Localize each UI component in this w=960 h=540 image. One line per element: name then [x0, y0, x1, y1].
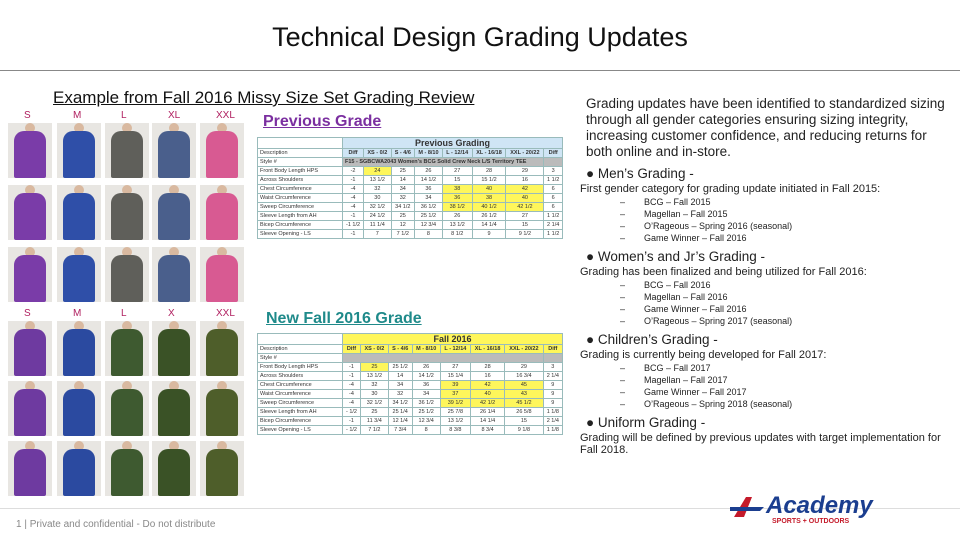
table-cell: Chest Circumference — [258, 185, 343, 194]
column-header: Diff — [544, 149, 563, 158]
shirt-photo — [200, 247, 244, 302]
table-cell: 13 1/2 — [360, 372, 388, 381]
column-header: S - 4/6 — [388, 345, 412, 354]
table-cell: 30 — [360, 390, 388, 399]
column-header: Diff — [543, 345, 562, 354]
table-cell: 34 — [415, 194, 443, 203]
shirt-photo — [57, 185, 101, 240]
table-cell: 9 — [543, 390, 562, 399]
table-cell: 9 — [543, 399, 562, 408]
column-header: S - 4/6 — [391, 149, 414, 158]
table-cell: 1 1/2 — [544, 176, 563, 185]
column-header: Description — [258, 345, 343, 354]
table-cell: 26 — [442, 212, 472, 221]
table-cell: -4 — [343, 194, 364, 203]
table-cell: 14 1/2 — [412, 372, 440, 381]
table-cell: Sleeve Length from AH — [258, 212, 343, 221]
list-item: – O’Rageous – Spring 2016 (seasonal) — [620, 221, 793, 231]
column-header: XS - 0/2 — [364, 149, 391, 158]
table-cell: Front Body Length HPS — [258, 167, 343, 176]
table-cell: -2 — [343, 167, 364, 176]
list-item: – Magellan – Fall 2015 — [620, 209, 728, 219]
list-item: – Game Winner – Fall 2016 — [620, 304, 747, 314]
list-item: – O’Rageous – Spring 2017 (seasonal) — [620, 316, 793, 326]
table-cell: 11 3/4 — [360, 417, 388, 426]
table-cell: 25 — [360, 408, 388, 417]
shirt-photo — [200, 123, 244, 178]
table-cell: 34 — [391, 185, 414, 194]
shirt-photo — [200, 185, 244, 240]
table-cell: 26 1/2 — [472, 212, 506, 221]
table-cell: 24 1/2 — [364, 212, 391, 221]
table-cell: Chest Circumference — [258, 381, 343, 390]
shirt-photo — [8, 123, 52, 178]
table-cell: 42 — [470, 381, 504, 390]
table-cell: 12 1/4 — [388, 417, 412, 426]
table-cell: 3 — [544, 167, 563, 176]
table-cell: 34 1/2 — [388, 399, 412, 408]
previous-grade-title: Previous Grade — [263, 113, 382, 130]
table-cell: 36 1/2 — [415, 203, 443, 212]
grading-section — [580, 249, 950, 326]
table-cell: -4 — [343, 399, 361, 408]
table-cell: 36 1/2 — [412, 399, 440, 408]
table-cell: 14 1/4 — [470, 417, 504, 426]
table-cell: 39 1/2 — [440, 399, 470, 408]
table-cell: Bicep Circumference — [258, 221, 343, 230]
table-cell: 1 1/8 — [543, 408, 562, 417]
style-label: Style # — [258, 158, 343, 167]
table-cell: 27 — [440, 363, 470, 372]
table-cell: 15 — [506, 221, 544, 230]
table-cell: 38 — [442, 185, 472, 194]
shirt-photo — [200, 441, 244, 496]
shirt-photo — [105, 247, 149, 302]
table-cell: 32 — [364, 185, 391, 194]
table-cell: 6 — [544, 185, 563, 194]
table-cell: 14 1/2 — [415, 176, 443, 185]
table-cell: 25 — [360, 363, 388, 372]
table-row — [258, 390, 563, 399]
table-cell: 24 — [364, 167, 391, 176]
table-cell: 27 — [442, 167, 472, 176]
size-label: S — [24, 308, 31, 319]
shirt-photo — [152, 247, 196, 302]
table-row — [258, 399, 563, 408]
table-cell: 2 1/4 — [544, 221, 563, 230]
table-cell: 7 — [364, 230, 391, 239]
table-cell: 38 1/2 — [442, 203, 472, 212]
table-cell: 9 1/2 — [506, 230, 544, 239]
table-cell: Across Shoulders — [258, 176, 343, 185]
table-cell: 16 3/4 — [505, 372, 543, 381]
table-row — [258, 417, 563, 426]
section-title: ● Uniform Grading - — [586, 415, 706, 430]
slide-title: Technical Design Grading Updates — [272, 22, 688, 52]
table-cell: 27 — [506, 212, 544, 221]
table-cell: 26 1/4 — [470, 408, 504, 417]
table-cell: Front Body Length HPS — [258, 363, 343, 372]
fall-2016-grading-table — [257, 333, 563, 435]
shirt-photo — [57, 123, 101, 178]
shirt-photo — [57, 321, 101, 376]
table-cell: - 1/2 — [343, 426, 361, 435]
table-row — [258, 230, 563, 239]
table-cell: 25 1/4 — [388, 408, 412, 417]
size-label: XXL — [216, 110, 235, 121]
table-cell: 14 — [391, 176, 414, 185]
column-header: M - 8/10 — [415, 149, 443, 158]
table-cell: 7 1/2 — [391, 230, 414, 239]
table-cell: 45 — [505, 381, 543, 390]
table-row — [258, 372, 563, 381]
shirt-photo — [8, 381, 52, 436]
shirt-photo — [105, 441, 149, 496]
table-cell: 6 — [544, 203, 563, 212]
table-cell: 36 — [412, 381, 440, 390]
grading-section — [580, 415, 950, 456]
table-cell: 25 1/2 — [412, 408, 440, 417]
table-cell: Waist Circumference — [258, 194, 343, 203]
column-header: XL - 16/18 — [472, 149, 506, 158]
table-cell: 25 1/2 — [415, 212, 443, 221]
style-value: F15 - SGBCWA2043 Women's BCG Solid Crew Neck L/S Territory TEE — [343, 158, 544, 167]
table-cell: -4 — [343, 185, 364, 194]
table-cell: 8 — [415, 230, 443, 239]
table-row — [258, 212, 563, 221]
table-cell: -1 — [343, 372, 361, 381]
table-cell: 39 — [440, 381, 470, 390]
shirt-photo — [105, 123, 149, 178]
list-item: – BCG – Fall 2016 — [620, 280, 711, 290]
table-cell: 15 — [505, 417, 543, 426]
table-cell: Across Shoulders — [258, 372, 343, 381]
shirt-photo — [8, 247, 52, 302]
table-row — [258, 203, 563, 212]
table-cell: 13 1/2 — [442, 221, 472, 230]
size-label: XL — [168, 110, 181, 121]
shirt-photo — [105, 185, 149, 240]
shirt-photo — [152, 123, 196, 178]
shirt-photo — [105, 321, 149, 376]
table-cell: 40 — [506, 194, 544, 203]
table-row — [258, 221, 563, 230]
column-header: M - 8/10 — [412, 345, 440, 354]
list-item: – Game Winner – Fall 2016 — [620, 233, 747, 243]
table-cell: 37 — [440, 390, 470, 399]
list-item: – Game Winner – Fall 2017 — [620, 387, 747, 397]
list-item: – Magellan – Fall 2017 — [620, 375, 728, 385]
section-title: ● Women’s and Jr’s Grading - — [586, 249, 765, 264]
column-header: Description — [258, 149, 343, 158]
style-label: Style # — [258, 354, 343, 363]
table-cell: 8 — [412, 426, 440, 435]
table-cell: 40 — [472, 185, 506, 194]
table-cell: 42 1/2 — [470, 399, 504, 408]
table-cell: 25 1/2 — [388, 363, 412, 372]
grading-section — [580, 332, 950, 409]
table-cell: 12 3/4 — [415, 221, 443, 230]
shirt-photo — [152, 381, 196, 436]
table-cell: 29 — [505, 363, 543, 372]
list-item: – BCG – Fall 2015 — [620, 197, 711, 207]
footer-text: 1 | Private and confidential - Do not distribute — [16, 519, 216, 530]
table-cell: 3 — [543, 363, 562, 372]
table-cell: 34 — [412, 390, 440, 399]
size-label: L — [121, 110, 127, 121]
table-cell: 45 1/2 — [505, 399, 543, 408]
title-divider — [0, 70, 960, 71]
table-cell: 2 1/4 — [543, 417, 562, 426]
example-subtitle: Example from Fall 2016 Missy Size Set Grading Review — [53, 88, 475, 107]
table-cell: 25 — [391, 212, 414, 221]
table-cell: 11 1/4 — [364, 221, 391, 230]
shirt-photo — [200, 321, 244, 376]
logo-name: Academy — [766, 492, 873, 519]
table-cell: 32 — [391, 194, 414, 203]
table-cell: 36 — [442, 194, 472, 203]
academy-logo — [730, 492, 873, 525]
list-item: – O’Rageous – Spring 2018 (seasonal) — [620, 399, 793, 409]
list-item: – Magellan – Fall 2016 — [620, 292, 728, 302]
table-cell: 30 — [364, 194, 391, 203]
table-cell: 14 1/4 — [472, 221, 506, 230]
table-cell: 36 — [415, 185, 443, 194]
table-cell: Bicep Circumference — [258, 417, 343, 426]
table-cell: 32 1/2 — [360, 399, 388, 408]
column-header: Diff — [343, 345, 361, 354]
shirt-photo — [57, 441, 101, 496]
table-cell: -1 — [343, 417, 361, 426]
size-label: X — [168, 308, 175, 319]
table-cell: 6 — [544, 194, 563, 203]
shirt-photo — [8, 185, 52, 240]
table-title: Fall 2016 — [343, 334, 563, 345]
section-desc: Grading has been finalized and being utilized for Fall 2016: — [580, 266, 867, 278]
table-cell: 42 1/2 — [506, 203, 544, 212]
column-header: L - 12/14 — [442, 149, 472, 158]
table-cell: 25 7/8 — [440, 408, 470, 417]
shirt-photo — [152, 185, 196, 240]
table-cell: 34 1/2 — [391, 203, 414, 212]
table-cell: 25 — [391, 167, 414, 176]
table-cell: 42 — [506, 185, 544, 194]
table-cell: Sleeve Opening - LS — [258, 426, 343, 435]
logo-mark-icon — [730, 493, 766, 519]
shirt-photo — [152, 321, 196, 376]
table-cell: 32 — [360, 381, 388, 390]
table-cell: -4 — [343, 381, 361, 390]
table-cell: Sleeve Length from AH — [258, 408, 343, 417]
table-cell: 12 — [391, 221, 414, 230]
table-cell: 1 1/2 — [544, 230, 563, 239]
table-cell: 1 1/2 — [544, 212, 563, 221]
table-row — [258, 426, 563, 435]
table-cell: 7 1/2 — [360, 426, 388, 435]
table-cell: 2 1/4 — [543, 372, 562, 381]
shirt-photo — [8, 441, 52, 496]
size-label: L — [121, 308, 127, 319]
shirt-photo — [200, 381, 244, 436]
table-cell: 16 — [470, 372, 504, 381]
column-header: Diff — [343, 149, 364, 158]
new-grade-title: New Fall 2016 Grade — [266, 310, 422, 327]
table-cell: 14 — [388, 372, 412, 381]
column-header: XL - 16/18 — [470, 345, 504, 354]
table-cell: -1 1/2 — [343, 221, 364, 230]
table-cell: 43 — [505, 390, 543, 399]
table-cell: 15 1/4 — [440, 372, 470, 381]
table-cell: 13 1/2 — [364, 176, 391, 185]
style-value — [343, 354, 544, 363]
table-cell: 7 3/4 — [388, 426, 412, 435]
size-label: XXL — [216, 308, 235, 319]
table-cell: 26 — [412, 363, 440, 372]
shirt-photo — [57, 247, 101, 302]
shirt-photo — [152, 441, 196, 496]
table-cell: 38 — [472, 194, 506, 203]
table-cell: -1 — [343, 230, 364, 239]
column-header: XXL - 20/22 — [506, 149, 544, 158]
table-cell: 40 1/2 — [472, 203, 506, 212]
size-label: S — [24, 110, 31, 121]
size-label: M — [73, 110, 82, 121]
table-cell: -4 — [343, 390, 361, 399]
previous-grading-table — [257, 137, 563, 239]
table-cell: 8 1/2 — [442, 230, 472, 239]
table-cell: 16 — [506, 176, 544, 185]
intro-text: Grading updates have been identified to standardized sizing through all gender categories ensuring sizing integrity, increasing customer confidence, and reducing returns for both online and in-store. — [586, 96, 945, 159]
section-title: ● Men’s Grading - — [586, 166, 694, 181]
table-cell: -1 — [343, 363, 361, 372]
shirt-photo — [8, 321, 52, 376]
section-desc: Grading is currently being developed for Fall 2017: — [580, 349, 827, 361]
table-cell: 9 — [543, 381, 562, 390]
table-cell: 26 — [415, 167, 443, 176]
table-cell: -1 — [343, 176, 364, 185]
grading-notes — [580, 96, 950, 458]
table-cell: 32 — [388, 390, 412, 399]
table-cell: 29 — [506, 167, 544, 176]
table-cell: - 1/2 — [343, 408, 361, 417]
shirt-photo — [105, 381, 149, 436]
section-title: ● Children’s Grading - — [586, 332, 718, 347]
table-row — [258, 363, 563, 372]
section-desc: First gender category for grading update initiated in Fall 2015: — [580, 183, 881, 195]
table-cell: 9 1/8 — [505, 426, 543, 435]
table-cell: Waist Circumference — [258, 390, 343, 399]
table-cell: 8 3/4 — [470, 426, 504, 435]
column-header: XXL - 20/22 — [505, 345, 543, 354]
table-cell: 1 1/8 — [543, 426, 562, 435]
list-item: – BCG – Fall 2017 — [620, 363, 711, 373]
table-row — [258, 176, 563, 185]
shirt-photo — [57, 381, 101, 436]
table-cell: 26 5/8 — [505, 408, 543, 417]
table-row — [258, 167, 563, 176]
table-cell: 9 — [472, 230, 506, 239]
section-desc: Grading will be defined by previous updates with target implementation for Fall 2018. — [580, 432, 941, 456]
table-cell: 28 — [470, 363, 504, 372]
table-cell: Sleeve Opening - LS — [258, 230, 343, 239]
column-header: L - 12/14 — [440, 345, 470, 354]
table-cell: -1 — [343, 212, 364, 221]
table-cell: 15 1/2 — [472, 176, 506, 185]
table-title: Previous Grading — [343, 138, 563, 149]
table-cell: 12 3/4 — [412, 417, 440, 426]
table-cell: 15 — [442, 176, 472, 185]
table-cell: Sweep Circumference — [258, 399, 343, 408]
table-cell: 40 — [470, 390, 504, 399]
table-cell: 28 — [472, 167, 506, 176]
table-row — [258, 185, 563, 194]
table-row — [258, 381, 563, 390]
grading-section — [580, 166, 950, 243]
table-row — [258, 408, 563, 417]
size-label: M — [73, 308, 82, 319]
logo-tagline: SPORTS + OUTDOORS — [772, 518, 850, 525]
table-cell: 34 — [388, 381, 412, 390]
table-row — [258, 194, 563, 203]
table-cell: -4 — [343, 203, 364, 212]
table-cell: Sweep Circumference — [258, 203, 343, 212]
column-header: XS - 0/2 — [360, 345, 388, 354]
table-cell: 13 1/2 — [440, 417, 470, 426]
table-cell: 8 3/8 — [440, 426, 470, 435]
table-cell: 32 1/2 — [364, 203, 391, 212]
